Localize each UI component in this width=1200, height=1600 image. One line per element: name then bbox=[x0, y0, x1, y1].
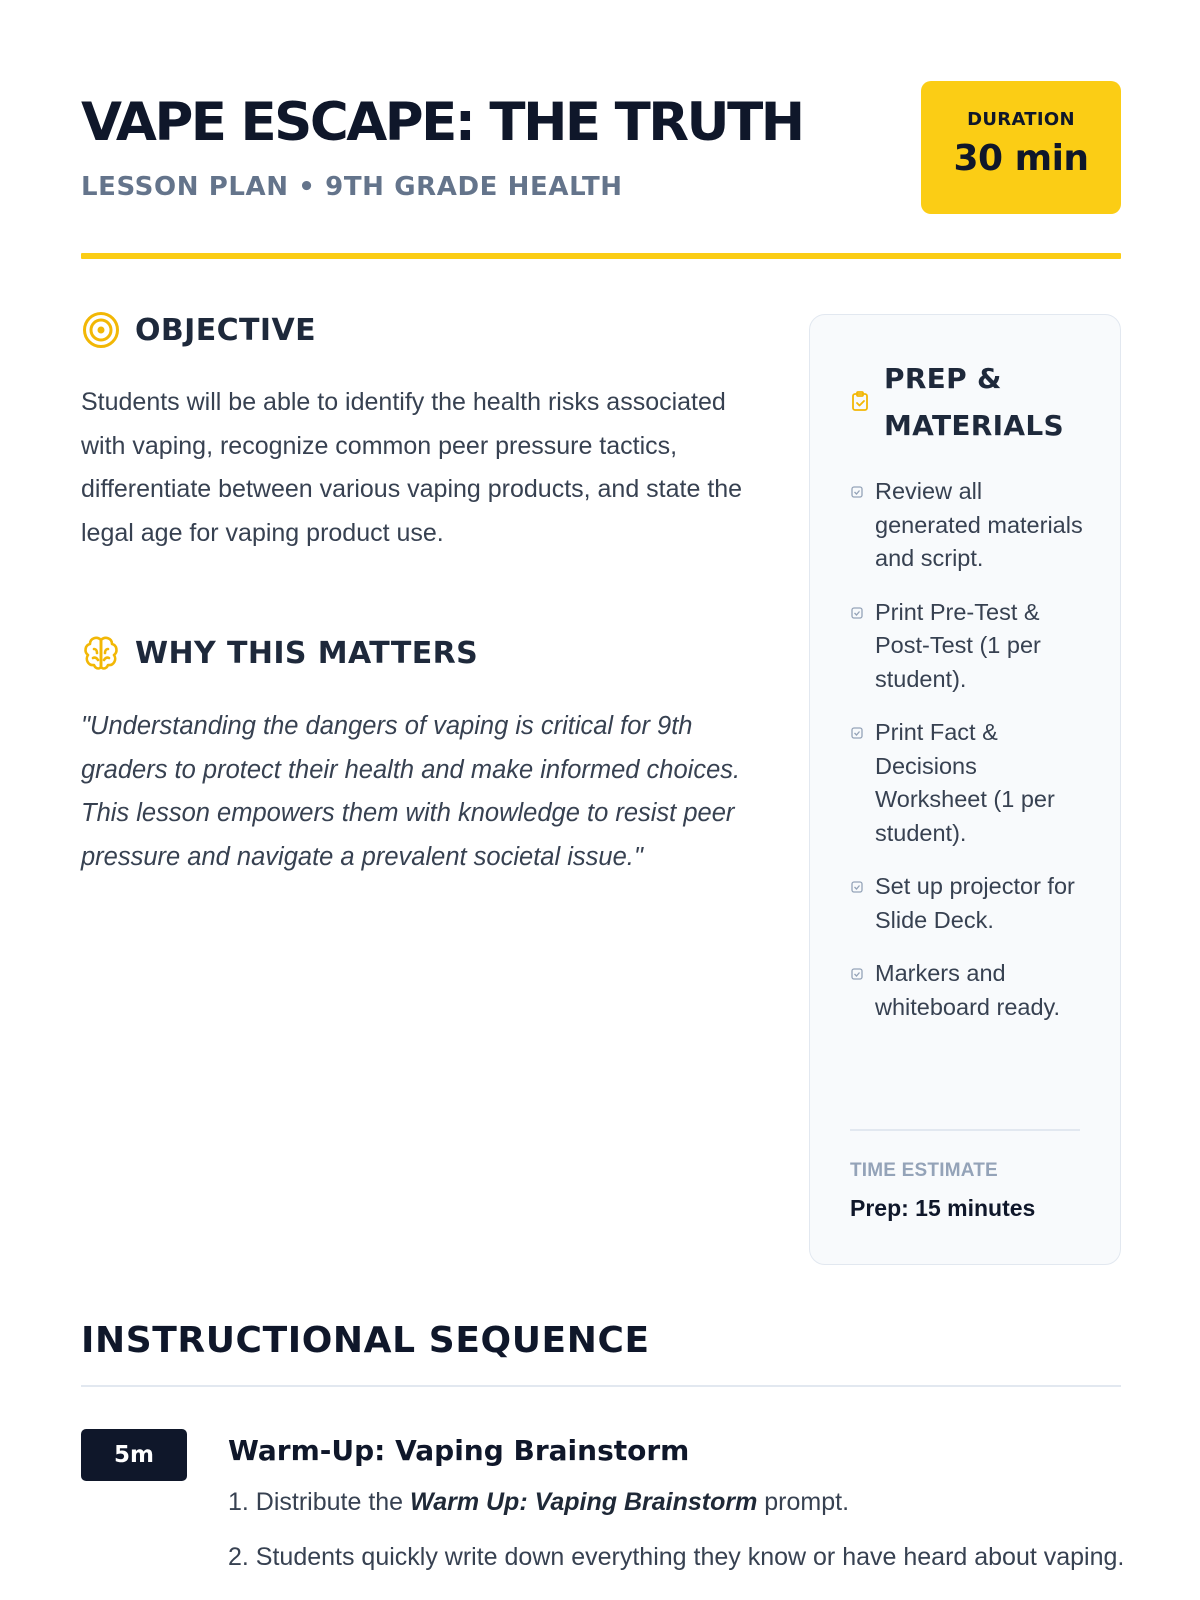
lesson-plan-page bbox=[81, 0, 1125, 1600]
duration-value: 30 min bbox=[953, 138, 1089, 179]
card-divider bbox=[850, 1129, 1080, 1131]
page-title: VAPE ESCAPE: THE TRUTH bbox=[81, 92, 803, 153]
step-instruction-prefix: 1. Distribute the bbox=[228, 1488, 404, 1516]
duration-label: DURATION bbox=[967, 109, 1075, 130]
duration-badge bbox=[921, 81, 1121, 214]
sequence-heading: INSTRUCTIONAL SEQUENCE bbox=[81, 1320, 650, 1361]
checkbox-icon bbox=[850, 606, 864, 620]
checkbox-icon bbox=[850, 726, 864, 740]
brain-icon bbox=[81, 633, 121, 673]
time-estimate-value: Prep: 15 minutes bbox=[850, 1195, 1036, 1221]
step-instruction-1 bbox=[228, 1488, 849, 1517]
step-instruction-suffix: prompt. bbox=[764, 1488, 850, 1516]
checkbox-icon bbox=[850, 967, 864, 981]
step-title: Warm-Up: Vaping Brainstorm bbox=[228, 1434, 690, 1467]
objective-text: Students will be able to identify the health risks associated with vaping, recognize common peer pressure tactics, differentiate between various vaping products, and state the legal age for vaping product use. bbox=[81, 388, 743, 547]
checkbox-icon bbox=[850, 880, 864, 894]
header-divider bbox=[81, 253, 1121, 259]
sequence-divider bbox=[81, 1385, 1121, 1387]
prep-heading-row bbox=[850, 355, 1114, 449]
prep-materials-card bbox=[809, 314, 1121, 1265]
why-text: "Understanding the dangers of vaping is critical for 9th graders to protect their health and make informed choices. This lesson empowers them with knowledge to resist peer pressure and navigate a prevalent societal issue." bbox=[81, 712, 741, 871]
step-instruction-emphasis: Warm Up: Vaping Brainstorm bbox=[410, 1488, 758, 1516]
prep-list bbox=[850, 475, 1090, 1044]
list-item bbox=[850, 475, 1090, 576]
objective-heading-row bbox=[81, 310, 316, 350]
page-subtitle: LESSON PLAN • 9TH GRADE HEALTH bbox=[81, 172, 623, 202]
why-heading-row bbox=[81, 633, 478, 673]
prep-heading: PREP & MATERIALS bbox=[884, 362, 1064, 442]
prep-item-text: Review all generated materials and script. bbox=[875, 478, 1083, 571]
prep-item-text: Markers and whiteboard ready. bbox=[875, 960, 1061, 1020]
time-estimate-label: TIME ESTIMATE bbox=[850, 1160, 998, 1181]
list-item bbox=[850, 596, 1090, 697]
checkbox-icon bbox=[850, 485, 864, 499]
why-heading: WHY THIS MATTERS bbox=[135, 635, 479, 671]
step-instruction-2: 2. Students quickly write down everything they know or have heard about vaping. bbox=[228, 1543, 1125, 1571]
list-item bbox=[850, 716, 1090, 850]
list-item bbox=[850, 870, 1090, 937]
prep-item-text: Print Fact & Decisions Worksheet (1 per student). bbox=[875, 719, 1055, 846]
prep-item-text: Print Pre-Test & Post-Test (1 per student). bbox=[875, 598, 1041, 692]
prep-item-text: Set up projector for Slide Deck. bbox=[875, 873, 1075, 933]
clipboard-check-icon bbox=[850, 390, 874, 449]
list-item bbox=[850, 957, 1090, 1024]
target-icon bbox=[81, 310, 121, 350]
objective-heading: OBJECTIVE bbox=[135, 312, 316, 348]
step-duration-badge: 5m bbox=[81, 1429, 187, 1481]
